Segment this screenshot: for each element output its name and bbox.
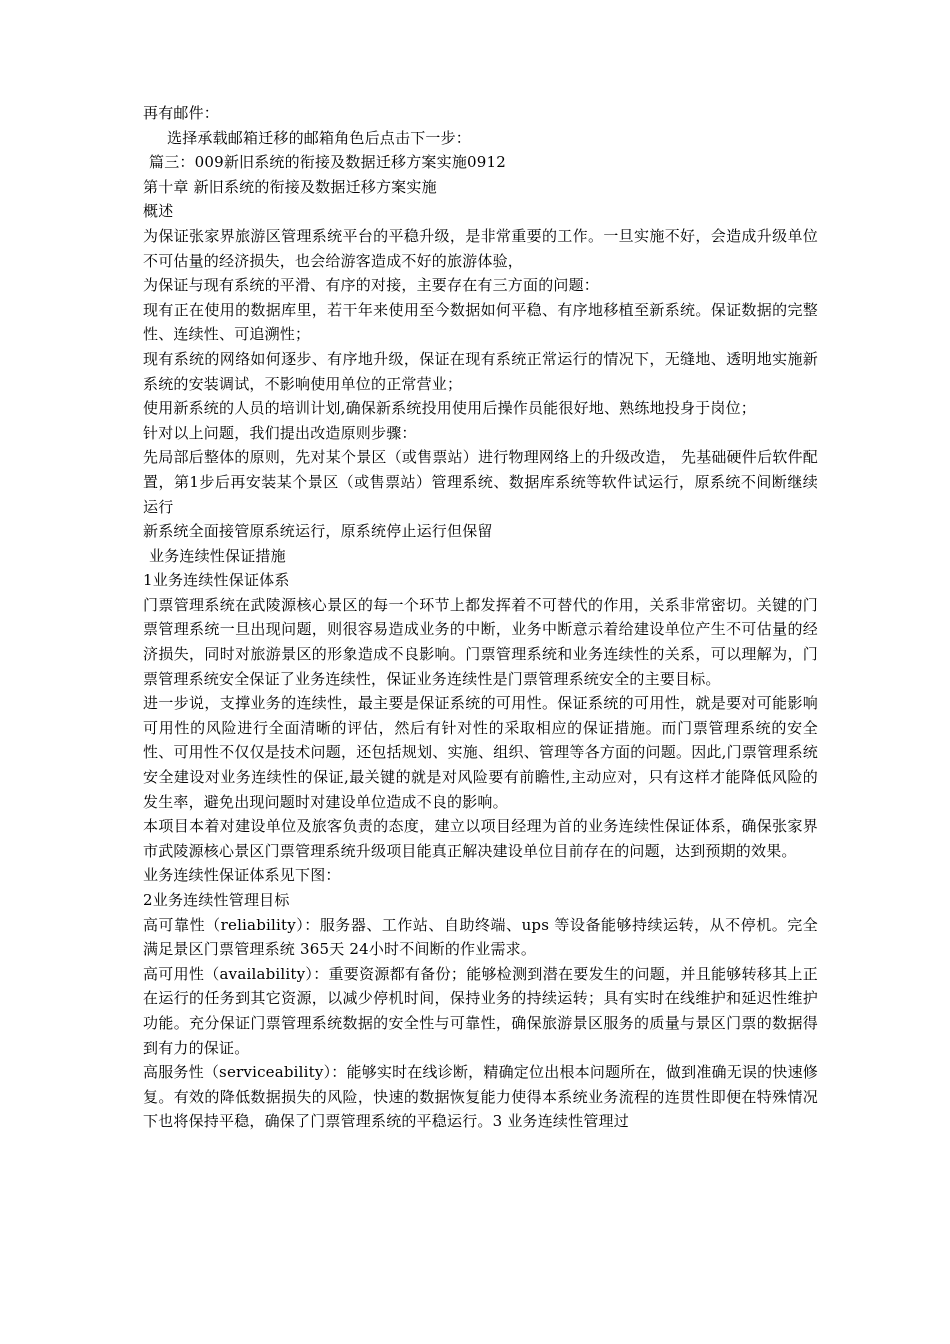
paragraph-1: 再有邮件： bbox=[143, 104, 220, 122]
overview-heading: 概述 bbox=[143, 202, 174, 221]
paragraph-18: 本项目本着对建设单位及旅客负责的态度，建立以项目经理为首的业务连续性保证体系，确保张家界市武陵源核心景区门票管理系统升级项目能真正解决建设单位目前存在的问题，达到预期的效果。 bbox=[143, 817, 818, 860]
paragraph-12: 先局部后整体的原则，先对某个景区（或售票站）进行物理网络上的升级改造， 先基础硬件后软件配置，第1步后再安装某个景区（或售票站）管理系统、数据库系统等软件试运行，原系统不间断继续运行 bbox=[143, 448, 818, 516]
paragraph-9: 现有系统的网络如何逐步、有序地升级，保证在现有系统正常运行的情况下，无缝地、透明地实施新系统的安装调试，不影响使用单位的正常营业； bbox=[143, 349, 818, 393]
continuity-heading: 业务连续性保证措施 bbox=[149, 546, 286, 565]
paragraph-19: 业务连续性保证体系见下图： bbox=[143, 866, 341, 885]
paragraph-16: 门票管理系统在武陵源核心景区的每一个环节上都发挥着不可替代的作用，关系非常密切。关键的门票管理系统一旦出现问题，则很容易造成业务的中断，业务中断意示着给建设单位产生不可估量的经济损失，同时对旅游景区的形象造成不良影响。门票管理系统和业务连续性的关系，可以理解为，门票管理系统安全保证了业务连续性，保证业务连续性是门票管理系统安全的主要目标。 bbox=[143, 595, 818, 688]
paragraph-10: 使用新系统的人员的培训计划,确保新系统投用使用后操作员能很好地、熟练地投身于岗位； bbox=[143, 399, 756, 418]
paragraph-11: 针对以上问题，我们提出改造原则步骤： bbox=[143, 423, 417, 442]
chapter-heading: 第十章 新旧系统的衔接及数据迁移方案实施 bbox=[143, 177, 437, 196]
document-body bbox=[143, 101, 818, 1134]
paragraph-22: 高可用性（availability）：重要资源都有备份；能够检测到潜在要发生的问题，并且能够转移其上正在运行的任务到其它资源，以减少停机时间，保持业务的持续运转；具有实时在线维护和延迟性维护功能。充分保证门票管理系统数据的安全性与可靠性，确保旅游景区服务的质量与景区门票的数据得到有力的保证。 bbox=[143, 964, 818, 1057]
paragraph-2: 选择承载邮箱迁移的邮箱角色后点击下一步： bbox=[167, 128, 472, 147]
subheading-2: 2业务连续性管理目标 bbox=[143, 891, 290, 909]
section-heading-part3: 篇三：009新旧系统的衔接及数据迁移方案实施0912 bbox=[149, 153, 507, 172]
paragraph-8: 现有正在使用的数据库里，若干年来使用至今数据如何平稳、有序地移植至新系统。保证数据的完整性、连续性、可追溯性； bbox=[143, 300, 818, 344]
subheading-1: 1业务连续性保证体系 bbox=[143, 571, 290, 590]
paragraph-6: 为保证张家界旅游区管理系统平台的平稳升级，是非常重要的工作。一旦实施不好，会造成升级单位不可估量的经济损失，也会给游客造成不好的旅游体验， bbox=[143, 226, 818, 270]
paragraph-17: 进一步说，支撑业务的连续性，最主要是保证系统的可用性。保证系统的可用性，就是要对可能影响可用性的风险进行全面清晰的评估，然后有针对性的采取相应的保证措施。而门票管理系统的安全性、可用性不仅仅是技术问题，还包括规划、实施、组织、管理等各方面的问题。因此,门票管理系统安全建设对业务连续性的保证,最关键的就是对风险要有前瞻性,主动应对，只有这样才能降低风险的发生率，避免出现问题时对建设单位造成不良的影响。 bbox=[143, 694, 818, 811]
paragraph-7: 为保证与现有系统的平滑、有序的对接，主要存在有三方面的问题： bbox=[143, 276, 600, 295]
paragraph-21: 高可靠性（reliability）：服务器、工作站、自助终端、ups 等设备能够持续运转，从不停机。完全满足景区门票管理系统 365天 24小时不间断的作业需求。 bbox=[143, 915, 818, 959]
paragraph-13: 新系统全面接管原系统运行，原系统停止运行但保留 bbox=[143, 522, 493, 541]
paragraph-23: 高服务性（serviceability）：能够实时在线诊断，精确定位出根本问题所在，做到准确无误的快速修复。有效的降低数据损失的风险，快速的数据恢复能力使得本系统业务流程的连贯性即便在特殊情况下也将保持平稳，确保了门票管理系统的平稳运行。3 业务连续性管理过 bbox=[143, 1063, 818, 1131]
